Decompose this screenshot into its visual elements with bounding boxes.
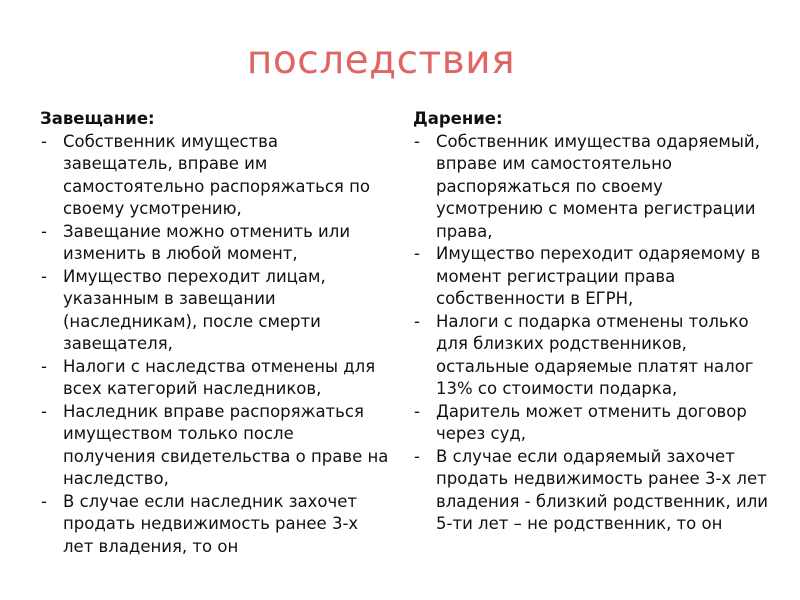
bullet-dash: - [414,244,420,263]
bullet-dash: - [41,266,47,286]
list-item [413,401,773,446]
bullet-dash: - [41,221,47,241]
list-item [40,401,390,491]
bullet-dash: - [41,356,47,376]
list-item [413,131,773,244]
column-heading-will: Завещание: [40,109,155,128]
column-heading-gift: Дарение: [413,109,503,128]
column-will [40,108,390,558]
list-item-text: Даритель может отменить договор через суд, [436,401,747,443]
list-item [413,243,773,311]
list-item-text: Налоги с подарка отменены только для близких родственников, остальные одаряемые платят налог 13% со стоимости подарка, [436,311,754,398]
bullet-dash: - [41,131,47,151]
bullet-list-will [40,131,390,559]
bullet-dash: - [414,446,420,466]
list-item-text: В случае если наследник захочет продать недвижимость ранее 3-х лет владения, то он [63,491,359,556]
list-item-text: В случае если одаряемый захочет продать недвижимость ранее 3-х лет владения - близкий родственник, или 5-ти лет – не родственник, то он [436,446,768,533]
bullet-dash: - [414,401,420,421]
list-item-text: Налоги с наследства отменены для всех категорий наследников, [63,356,376,398]
bullet-dash: - [41,491,47,511]
list-item [40,356,390,401]
slide-title: последствия [246,38,516,83]
list-item [40,131,390,221]
list-item-text: Имущество переходит лицам, указанным в завещании (наследникам), после смерти завещателя, [63,266,326,353]
list-item-text: Имущество переходит одаряемому в момент регистрации права собственности в ЕГРН, [436,244,761,308]
list-item [40,491,390,559]
bullet-dash: - [414,131,420,151]
list-item [40,266,390,356]
list-item-text: Собственник имущества одаряемый, вправе им самостоятельно распоряжаться по своему усмотрению с момента регистрации права, [436,131,760,241]
bullet-dash: - [41,401,47,421]
column-gift [413,108,773,536]
list-item-text: Наследник вправе распоряжаться имуществом только после получения свидетельства о праве на наследство, [63,401,389,488]
list-item [413,311,773,401]
list-item-text: Завещание можно отменить или изменить в любой момент, [63,221,351,263]
list-item [40,221,390,266]
bullet-list-gift [413,131,773,536]
bullet-dash: - [414,311,420,331]
list-item [413,446,773,536]
list-item-text: Собственник имущества завещатель, вправе им самостоятельно распоряжаться по своему усмотрению, [63,131,370,218]
